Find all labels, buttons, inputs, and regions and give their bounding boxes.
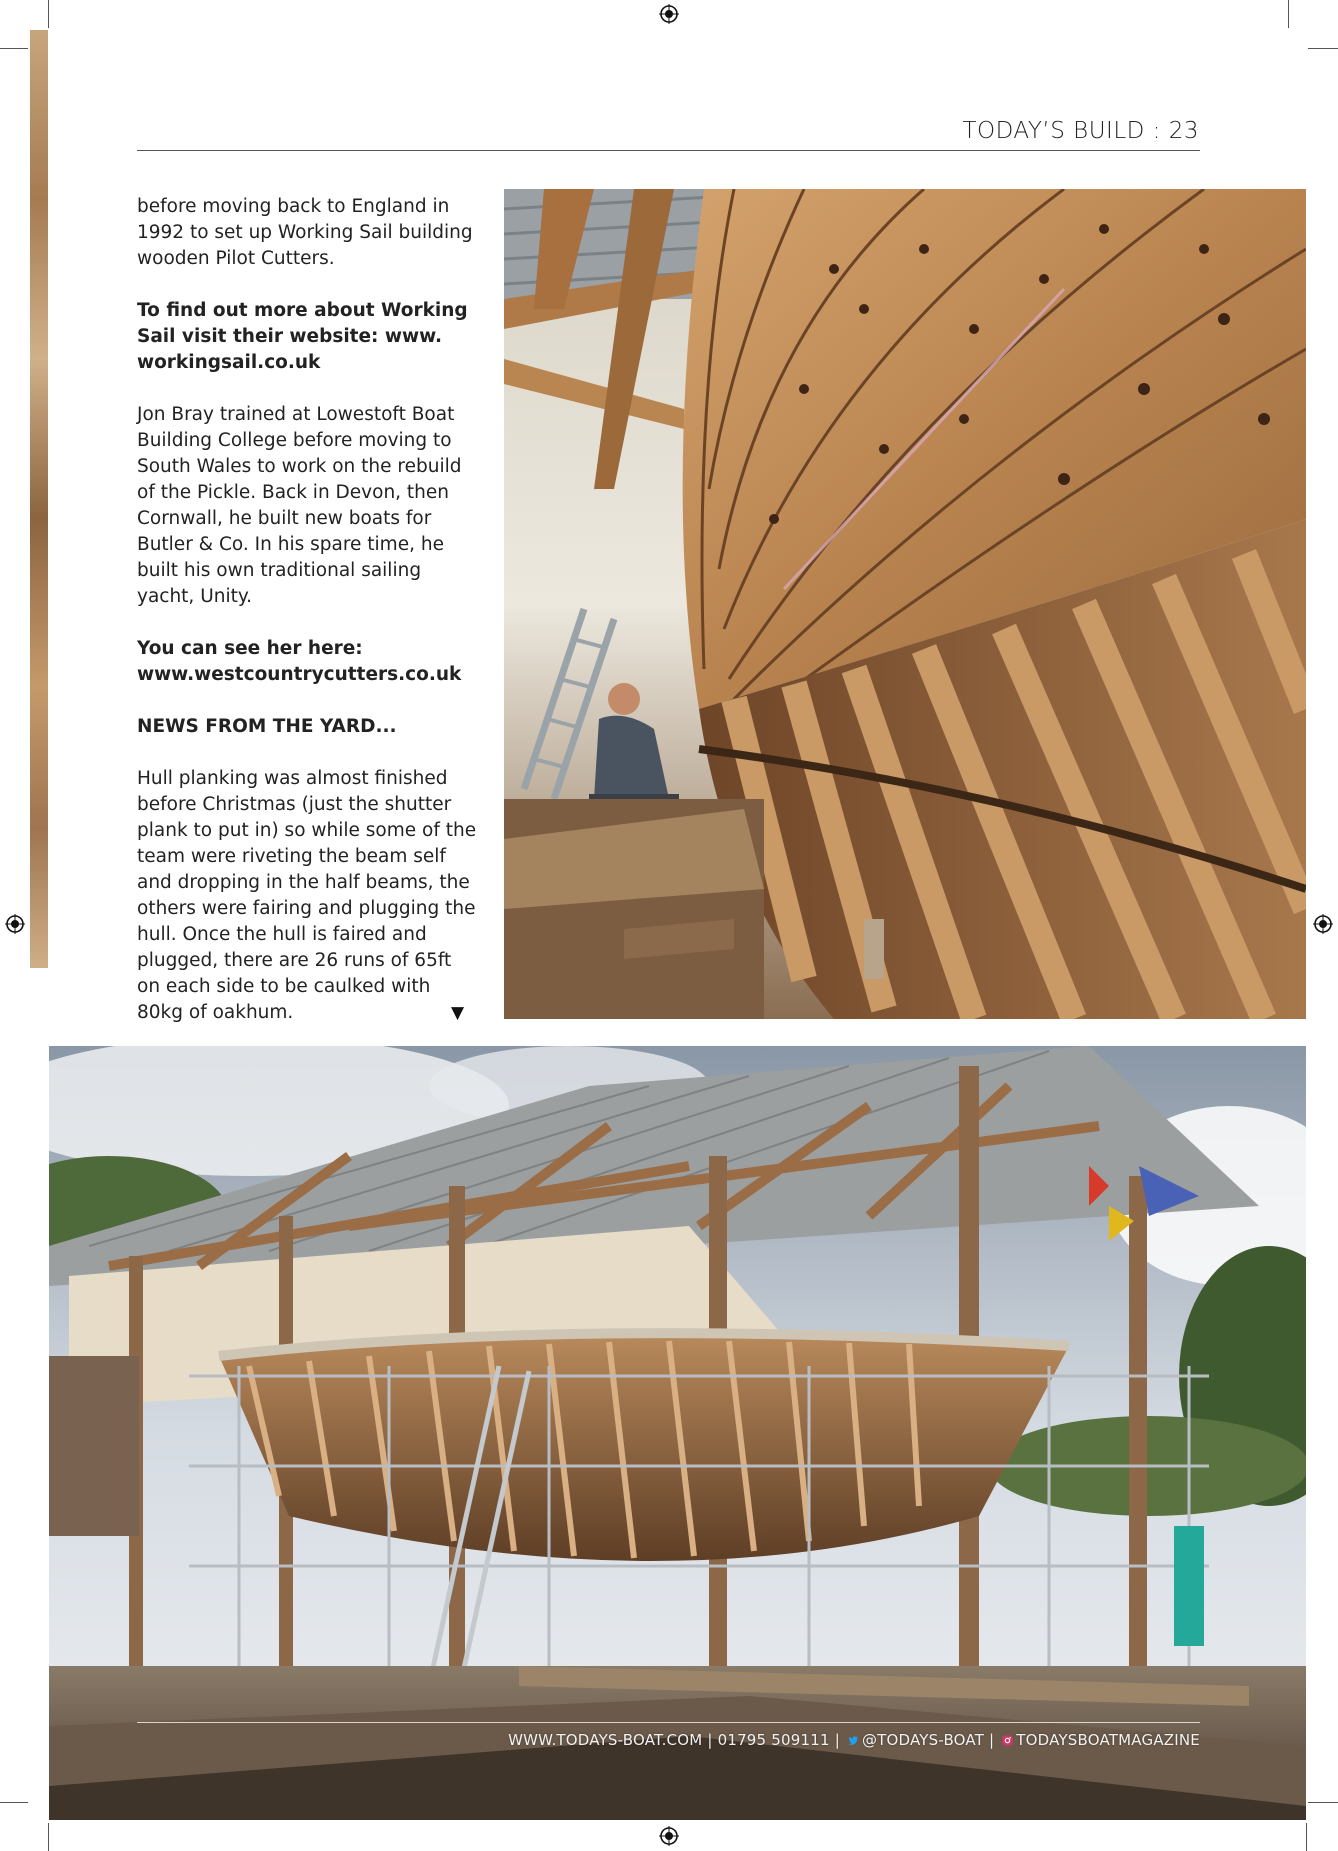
header-rule [137, 150, 1200, 151]
photo-hull-planking [504, 189, 1306, 1019]
crop-mark-bottom-right-h [1308, 1802, 1338, 1803]
instagram-icon [1002, 1735, 1013, 1746]
footer-phone: 01795 509111 [717, 1731, 830, 1749]
footer-separator: | [702, 1731, 718, 1749]
working-sail-link-note: To find out more about Working Sail visit their website: www. workingsail.co.uk [137, 300, 468, 373]
crop-mark-top-left-h [0, 48, 28, 49]
crop-mark-bottom-right-v [1306, 1823, 1307, 1851]
registration-mark-right-icon [1313, 914, 1333, 934]
continue-arrow-icon: ▼ [451, 1003, 465, 1023]
previous-page-bleed-strip [30, 30, 48, 968]
paragraph-jon-bray: Jon Bray trained at Lowestoft Boat Building College before moving to South Wales to work on the rebuild of the Pickle. Back in Devon, then Cornwall, he built new boats for Butler & Co. In his spare time, he built his own traditional sailing yacht, Unity. [137, 404, 462, 607]
boat-shed-illustration [49, 1046, 1306, 1820]
footer-instagram-handle[interactable]: TODAYSBOATMAGAZINE [1016, 1731, 1200, 1749]
footer-website-link[interactable]: WWW.TODAYS-BOAT.COM [508, 1731, 703, 1749]
crop-mark-bottom-left-v [48, 1823, 49, 1851]
registration-mark-bottom-icon [659, 1826, 679, 1846]
footer-separator: | [984, 1731, 1000, 1749]
footer-rule [137, 1722, 1200, 1723]
crop-mark-top-left-v [48, 0, 49, 28]
crop-mark-bottom-left-h [0, 1802, 28, 1803]
paragraph-news: Hull planking was almost finished before Christmas (just the shutter plank to put in) so while some of the team were riveting the beam self and dropping in the half beams, the others were fairing and plugging the hull. Once the hull is faired and plugged, there are 26 runs of 65ft on each side to be caulked with 80kg of oakhum. [137, 768, 477, 1023]
hull-planking-illustration [504, 189, 1306, 1019]
twitter-bird-icon [848, 1735, 859, 1746]
section-heading-news: NEWS FROM THE YARD... [137, 716, 397, 737]
paragraph-1: before moving back to England in 1992 to set up Working Sail building wooden Pilot Cutters. [137, 196, 473, 269]
registration-mark-top-icon [659, 4, 679, 24]
article-column [137, 194, 477, 1026]
photo-boat-shed [49, 1046, 1306, 1820]
footer-separator: | [829, 1731, 845, 1749]
running-head: TODAY’S BUILD : 23 [962, 118, 1199, 144]
westcountry-link-note: You can see her here: www.westcountrycutters.co.uk [137, 638, 462, 685]
crop-mark-top-right-h [1308, 48, 1338, 49]
registration-mark-left-icon [5, 914, 25, 934]
footer-twitter-handle[interactable]: @TODAYS-BOAT [861, 1731, 985, 1749]
crop-mark-top-right-v [1288, 0, 1289, 28]
footer-contacts [137, 1731, 1200, 1749]
